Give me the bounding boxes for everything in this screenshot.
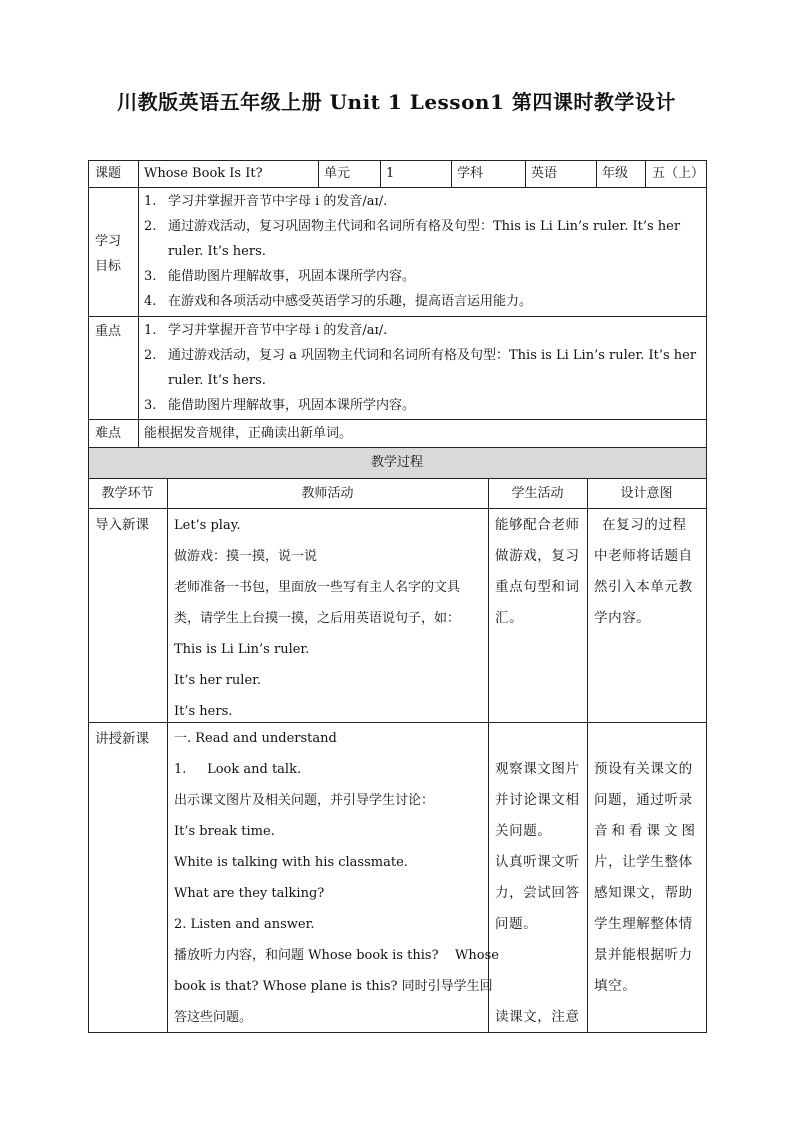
key-points-label: 重点: [95, 324, 122, 339]
student-line: 观察课文图片: [495, 761, 580, 777]
unit-value: 1: [386, 166, 395, 181]
student-line: 能够配合老师: [495, 517, 580, 533]
topic-value: Whose Book Is It?: [144, 166, 263, 181]
row2-design-intent: [594, 723, 699, 1002]
student-line: 读课文，注意: [495, 1009, 580, 1025]
teacher-line: 老师准备一书包，里面放一些写有主人名字的文具: [174, 580, 461, 595]
difficulty-label: 难点: [95, 426, 122, 441]
design-line: 然引入本单元教: [594, 579, 693, 595]
row1-student-activity: [495, 510, 580, 634]
student-line: 做游戏，复习: [495, 548, 580, 564]
difficulty-text: 能根据发音规律，正确读出新单词。: [144, 426, 353, 441]
document-title: 川教版英语五年级上册 Unit 1 Lesson1 第四课时教学设计: [117, 90, 676, 114]
column-header-teacher: 教师活动: [301, 486, 354, 501]
key-point-line: 1. 学习并掌握开音节中字母 i 的发音/aɪ/.: [144, 323, 388, 338]
objectives-label-line2: 目标: [95, 259, 122, 274]
teacher-line: 一. Read and understand: [174, 731, 337, 746]
teacher-line: It’s hers.: [174, 704, 233, 719]
design-line: 景并能根据听力: [594, 947, 693, 963]
design-line: 问题，通过听录: [594, 792, 693, 808]
row1-design-intent: [594, 510, 693, 634]
teacher-line: book is that? Whose plane is this? 同时引导学生回: [174, 979, 493, 994]
objectives-list: [144, 189, 704, 314]
design-line: 学生理解整体情: [594, 916, 693, 932]
design-line: 学内容。: [594, 610, 651, 626]
objective-line: 2. 通过游戏活动，复习巩固物主代词和名词所有格及句型：This is Li Lin’s ruler. It’s her: [144, 219, 681, 234]
student-line: [495, 723, 580, 754]
teacher-line: It’s break time.: [174, 824, 275, 839]
objective-line: 1. 学习并掌握开音节中字母 i 的发音/aɪ/.: [144, 194, 388, 209]
unit-label: 单元: [324, 166, 351, 181]
row2-stage: 讲授新课: [95, 731, 149, 747]
row2-student-activity: [495, 723, 580, 1033]
grade-label: 年级: [602, 166, 629, 181]
subject-value: 英语: [531, 166, 558, 181]
teacher-line: White is talking with his classmate.: [174, 855, 408, 870]
student-line: 力，尝试回答: [495, 885, 580, 901]
key-point-line: ruler. It’s hers.: [168, 373, 266, 388]
design-line: 感知课文，帮助: [594, 885, 693, 901]
teacher-line: 播放听力内容，和问题 Whose book is this? Whose: [174, 948, 499, 963]
teacher-line: 类，请学生上台摸一摸，之后用英语说句子，如：: [174, 611, 461, 626]
column-header-stage: 教学环节: [101, 486, 154, 501]
design-line: 填空。: [594, 978, 637, 994]
key-point-line: 2. 通过游戏活动，复习 a 巩固物主代词和名词所有格及句型：This is Li Lin’s ruler. It’s her: [144, 348, 697, 363]
subject-label: 学科: [457, 166, 484, 181]
student-line: 关问题。: [495, 823, 552, 839]
column-header-design: 设计意图: [620, 486, 673, 501]
row2-teacher-activity: [174, 723, 499, 1033]
objective-line: 4. 在游戏和各项活动中感受英语学习的乐趣，提高语言运用能力。: [144, 294, 533, 309]
objectives-label-line1: 学习: [95, 234, 122, 249]
topic-label: 课题: [95, 166, 122, 181]
teacher-line: 2. Listen and answer.: [174, 917, 315, 932]
teacher-line: This is Li Lin’s ruler.: [174, 642, 310, 657]
teacher-line: It’s her ruler.: [174, 673, 262, 688]
design-line: 片，让学生整体: [594, 854, 693, 870]
design-line: 中老师将话题自: [594, 548, 693, 564]
grade-value: 五（上）: [652, 166, 705, 181]
column-header-student: 学生活动: [511, 486, 564, 501]
design-line: 预设有关课文的: [594, 761, 693, 777]
student-line: 并讨论课文相: [495, 792, 580, 808]
teacher-line: 1. Look and talk.: [174, 762, 302, 777]
student-line: [495, 940, 580, 971]
row1-stage: 导入新课: [95, 517, 149, 533]
teacher-line: 出示课文图片及相关问题，并引导学生讨论：: [174, 793, 435, 808]
objective-line: 3. 能借助图片理解故事，巩固本课所学内容。: [144, 269, 416, 284]
process-header: 教学过程: [370, 455, 423, 470]
teacher-line: What are they talking?: [174, 886, 325, 901]
objective-line: ruler. It’s hers.: [168, 244, 266, 259]
student-line: 认真听课文听: [495, 854, 580, 870]
teacher-line: 做游戏：摸一摸，说一说: [174, 549, 318, 564]
key-points-list: [144, 318, 704, 418]
design-line: 在复习的过程: [602, 517, 687, 533]
row1-teacher-activity: [174, 510, 460, 727]
student-line: 问题。: [495, 916, 538, 932]
student-line: [495, 971, 580, 1002]
key-point-line: 3. 能借助图片理解故事，巩固本课所学内容。: [144, 398, 416, 413]
student-line: 重点句型和词: [495, 579, 580, 595]
design-line: [594, 723, 699, 754]
teacher-line: 答这些问题。: [174, 1010, 253, 1025]
teacher-line: Let’s play.: [174, 518, 241, 533]
student-line: 汇。: [495, 610, 524, 626]
design-line: 音和看课文图: [594, 823, 699, 839]
